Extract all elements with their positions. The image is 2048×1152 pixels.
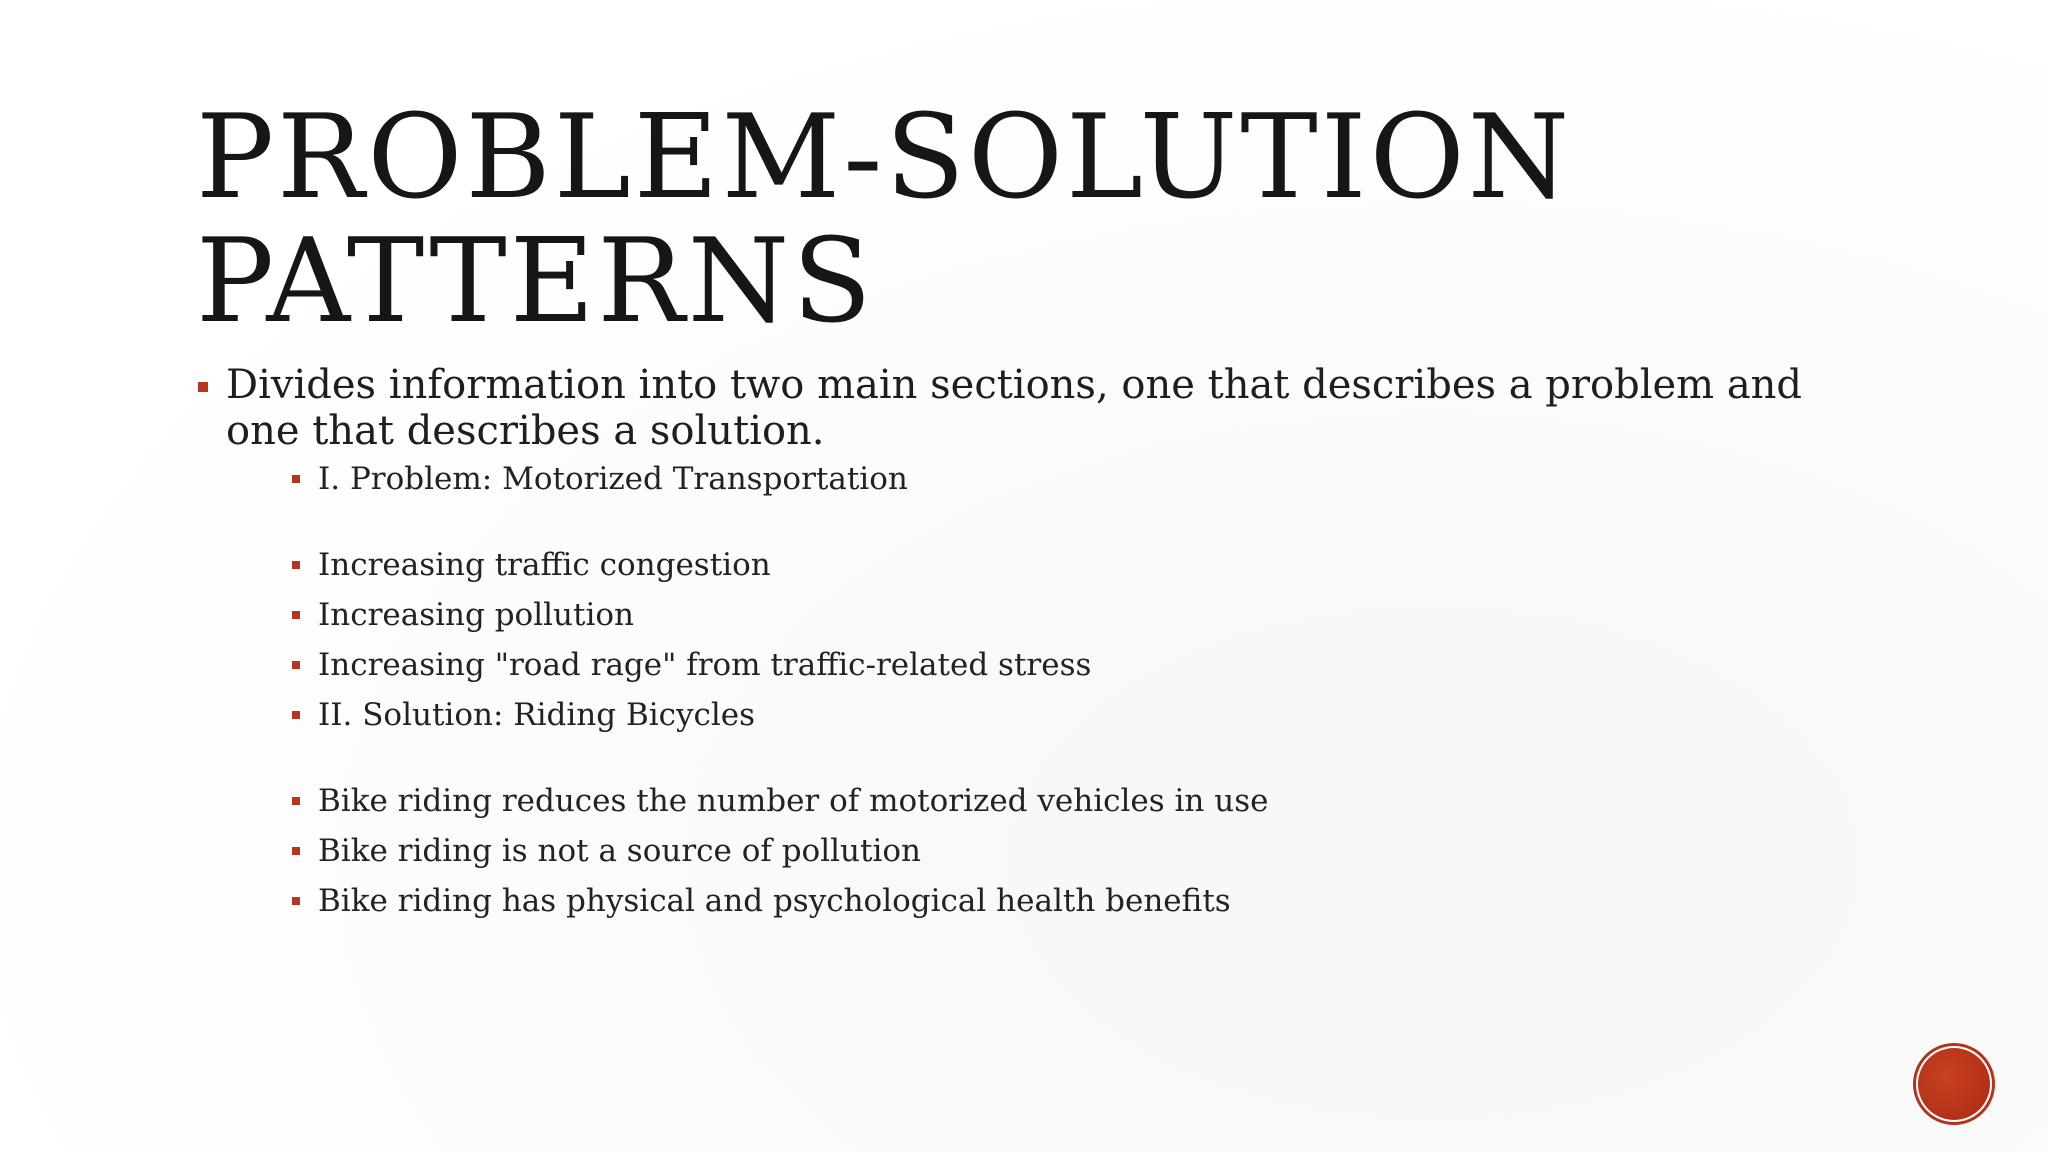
bullet-marker-icon — [292, 847, 300, 855]
sub-bullet-text: Increasing traffic congestion — [318, 547, 771, 583]
sub-bullet — [318, 460, 1856, 498]
bullet-marker-icon — [292, 475, 300, 483]
sub-bullet — [318, 696, 1856, 734]
slide-content — [196, 362, 1856, 932]
slide-title-line-2: PATTERNS — [196, 214, 875, 349]
sub-bullet-text: II. Solution: Riding Bicycles — [318, 697, 756, 733]
bullet-marker-icon — [292, 661, 300, 669]
sub-bullet — [318, 782, 1856, 820]
red-circle-icon[interactable] — [1916, 1046, 1992, 1122]
sub-bullet — [318, 832, 1856, 870]
bullet-marker-icon — [292, 797, 300, 805]
bullet-marker-icon — [292, 561, 300, 569]
bullet-marker-icon — [292, 897, 300, 905]
slide-title — [196, 90, 1796, 349]
sub-bullet — [318, 596, 1856, 634]
sub-bullet-text: I. Problem: Motorized Transportation — [318, 461, 908, 497]
bullet-marker-icon — [292, 711, 300, 719]
bullet-marker-icon — [292, 611, 300, 619]
sub-bullet-text: Increasing "road rage" from traffic-related stress — [318, 647, 1092, 683]
sub-bullet — [318, 646, 1856, 684]
sub-bullet-text: Bike riding has physical and psychological health benefits — [318, 883, 1231, 919]
slide-title-line-1: PROBLEM-SOLUTION — [196, 90, 1573, 225]
sub-bullet-text: Bike riding is not a source of pollution — [318, 833, 922, 869]
sub-bullet — [318, 546, 1856, 584]
sub-bullet-text: Increasing pollution — [318, 597, 635, 633]
sub-bullet — [318, 882, 1856, 920]
sub-bullet-list — [196, 460, 1856, 920]
sub-bullet-text: Bike riding reduces the number of motorized vehicles in use — [318, 783, 1269, 819]
main-bullet: Divides information into two main sections, one that describes a problem and one that describes a solution. — [196, 362, 1856, 454]
